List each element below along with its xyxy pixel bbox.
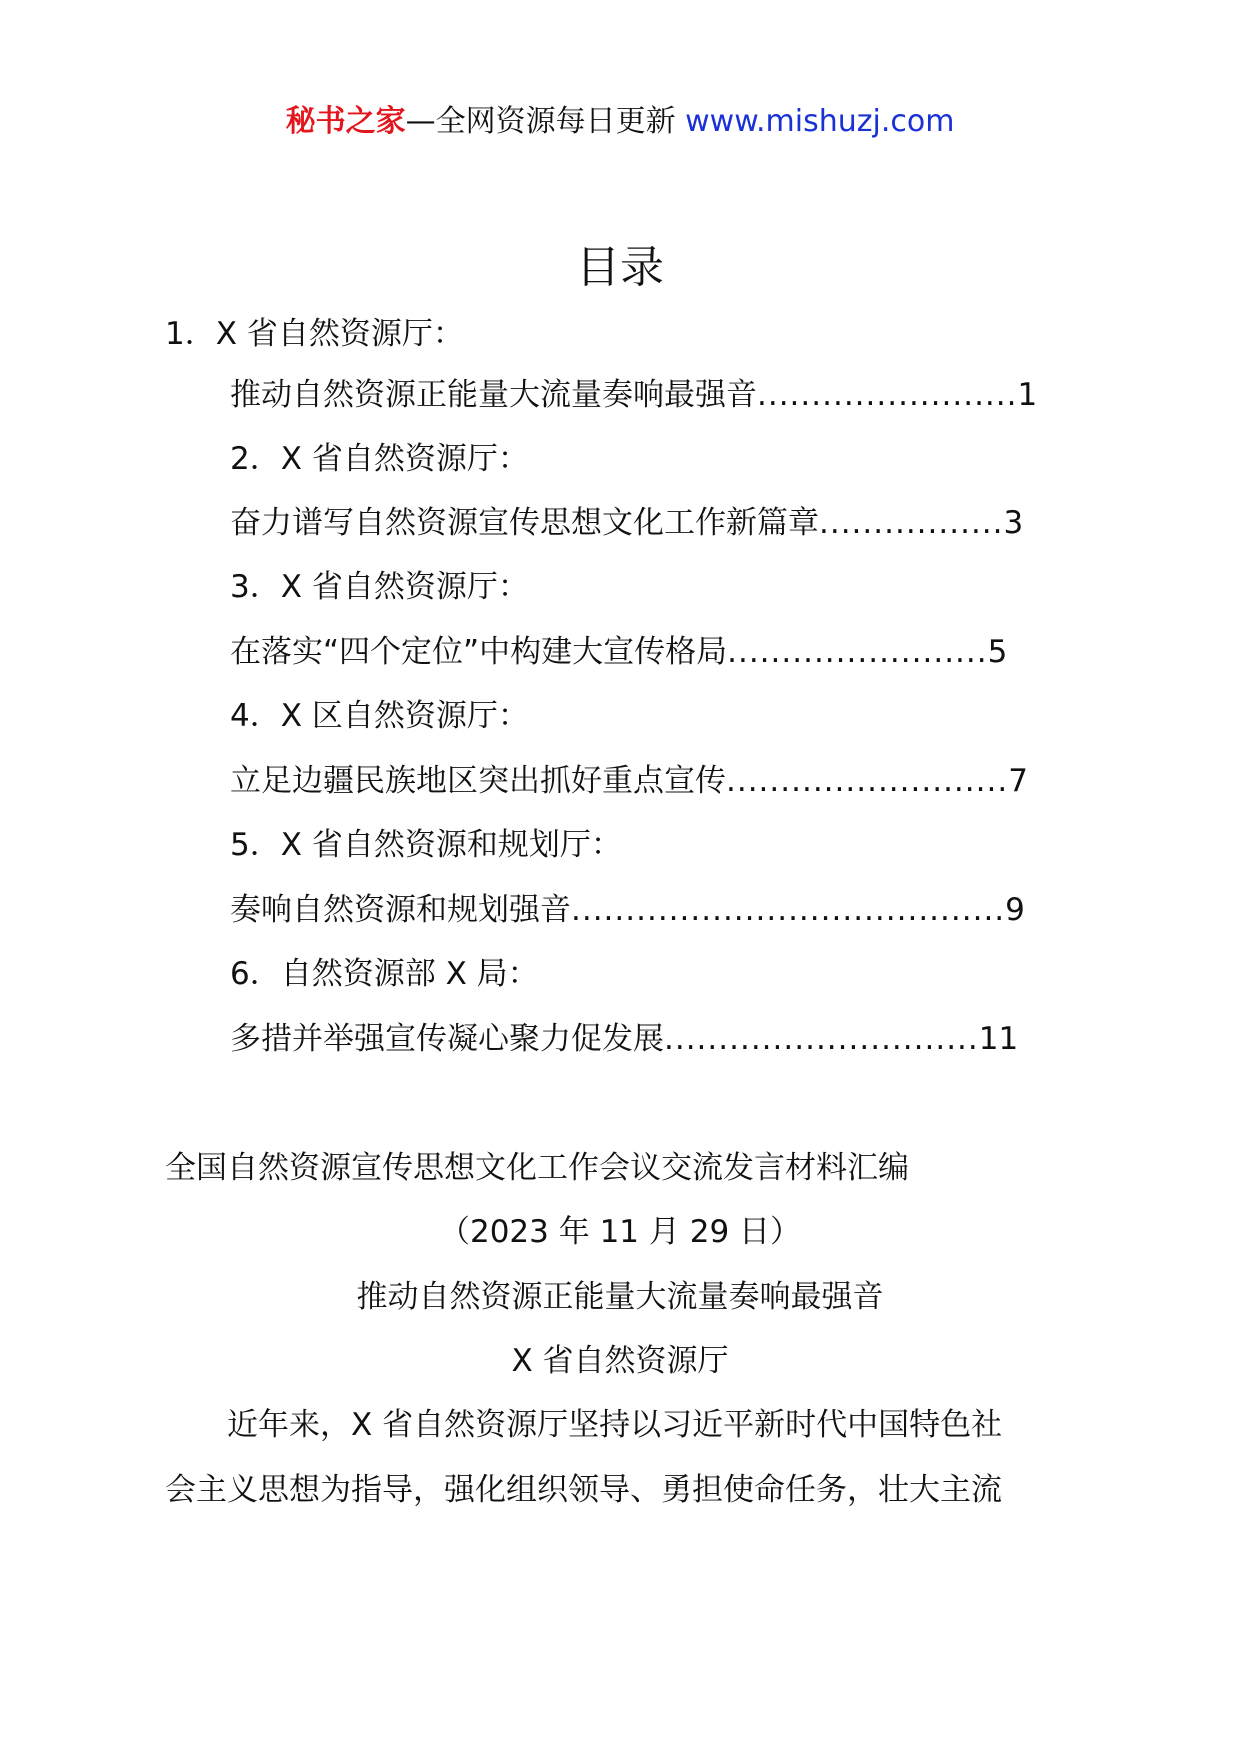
toc-leader-dots: .......................... [726,763,1009,799]
toc-entry-3[interactable] [230,630,1007,674]
article-author: X 省自然资源厅 [511,1343,729,1379]
header-tagline: —全网资源每日更新 [405,104,686,139]
toc-leader-dots: ................. [819,505,1004,541]
toc-page-number: 3 [1003,505,1024,541]
toc-leader-dots: ........................ [757,377,1018,413]
toc-page-number: 5 [987,634,1008,670]
body-paragraph-line: 近年来，X 省自然资源厅坚持以习近平新时代中国特色社 [165,1407,1003,1443]
toc-heading-1: 1．X 省自然资源厅： [165,316,464,352]
site-header [0,100,1240,144]
toc-entry-title: 奏响自然资源和规划强音 [230,892,571,928]
toc-page-number: 9 [1005,892,1025,928]
toc-entry-title: 立足边疆民族地区突出抓好重点宣传 [230,763,726,799]
toc-page-number: 11 [978,1021,1019,1057]
toc-entry-title: 奋力谱写自然资源宣传思想文化工作新篇章 [230,505,819,541]
toc-entry-1[interactable] [230,373,1037,417]
toc-heading-6: 6．自然资源部 X 局： [230,956,539,992]
toc-page-number: 7 [1008,763,1028,799]
toc-heading-2: 2．X 省自然资源厅： [230,441,529,477]
toc-heading-5: 5．X 省自然资源和规划厅： [230,827,622,863]
toc-leader-dots: ........................ [727,634,988,670]
toc-leader-dots: ........................................ [571,892,1006,928]
toc-heading-4: 4．X 区自然资源厅： [230,698,529,734]
toc-page-number: 1 [1017,377,1038,413]
toc-entry-title: 在落实“四个定位”中构建大宣传格局 [230,634,728,670]
body-paragraph-line: 会主义思想为指导，强化组织领导、勇担使命任务，壮大主流 [165,1472,1002,1508]
site-url-link[interactable]: www.mishuzj.com [685,104,955,139]
article-title: 推动自然资源正能量大流量奏响最强音 [356,1279,884,1315]
brand-name: 秘书之家 [285,104,406,139]
compilation-title: 全国自然资源宣传思想文化工作会议交流发言材料汇编 [165,1150,909,1186]
toc-entry-title: 多措并举强宣传凝心聚力促发展 [230,1021,664,1057]
toc-entry-title: 推动自然资源正能量大流量奏响最强音 [230,377,757,413]
toc-entry-5[interactable] [230,888,1025,932]
toc-heading-3: 3．X 省自然资源厅： [230,569,529,605]
toc-entry-4[interactable] [230,759,1028,803]
toc-title: 目录 [576,242,664,293]
toc-leader-dots: ............................. [664,1021,979,1057]
toc-entry-2[interactable] [230,501,1023,545]
document-date: （2023 年 11 月 29 日） [438,1214,802,1250]
toc-entry-6[interactable] [230,1017,1018,1061]
